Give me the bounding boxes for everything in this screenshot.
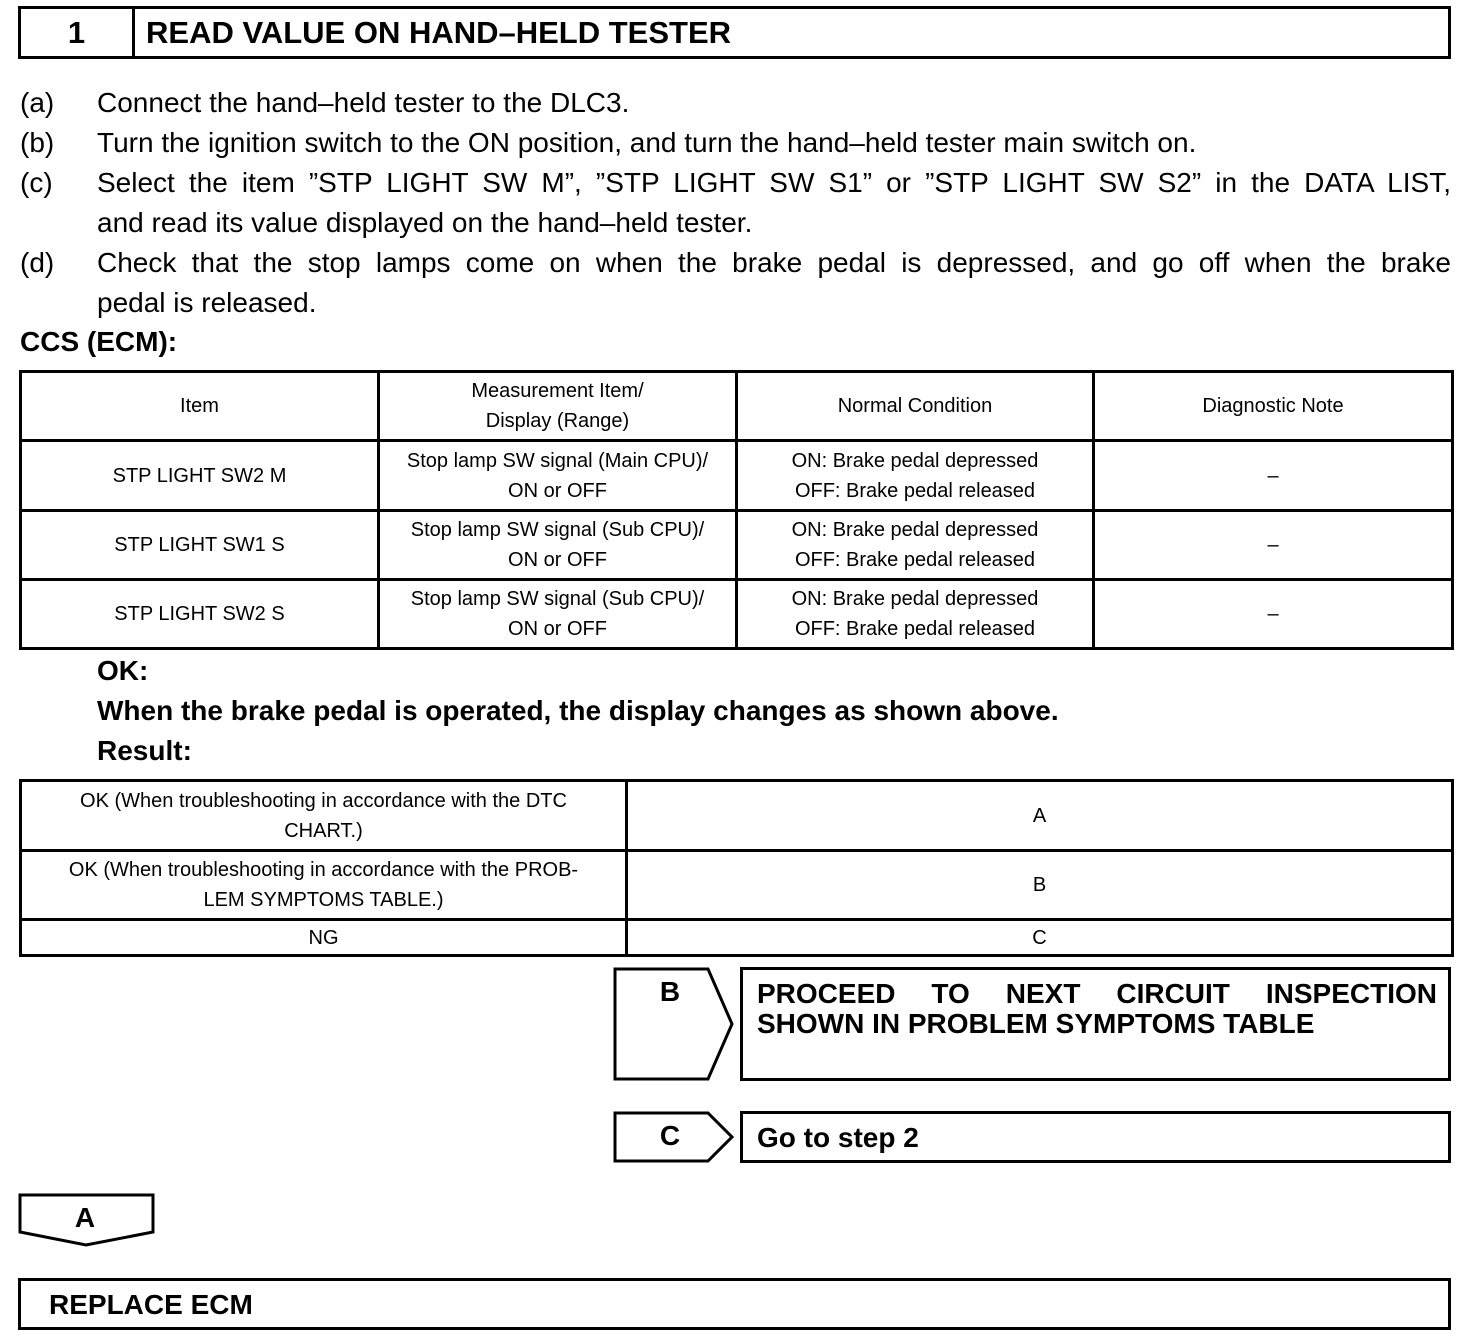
table-row xyxy=(21,441,1453,511)
replace-ecm-text: REPLACE ECM xyxy=(49,1289,253,1320)
table-row xyxy=(21,580,1453,649)
instruction-b xyxy=(0,123,1472,163)
instruction-text: pedal is released. xyxy=(97,287,317,318)
table-row xyxy=(21,511,1453,580)
ccs-title: CCS (ECM): xyxy=(20,326,178,357)
flow-c-box xyxy=(740,1111,1451,1163)
data-table xyxy=(19,370,1454,650)
replace-ecm-box xyxy=(18,1278,1451,1330)
instruction-text: Select the item ”STP LIGHT SW M”, ”STP LIGHT SW S1” or ”STP LIGHT SW S2” in the DATA LIST, xyxy=(97,167,1451,198)
table-cell: C xyxy=(627,920,1453,956)
flow-c-text: Go to step 2 xyxy=(757,1122,919,1153)
flow-c-letter: C xyxy=(659,1120,681,1151)
table-header-row xyxy=(21,372,1453,441)
instruction-c-continued xyxy=(0,203,1472,243)
instruction-c xyxy=(0,163,1472,203)
instruction-d-continued xyxy=(0,283,1472,323)
instruction-letter: (d) xyxy=(20,247,55,278)
table-cell: B xyxy=(627,851,1453,920)
table-cell: NG xyxy=(21,920,627,956)
table-cell: STP LIGHT SW2 M xyxy=(21,441,379,511)
table-cell: Stop lamp SW signal (Sub CPU)/ ON or OFF xyxy=(379,511,737,580)
table-cell: – xyxy=(1094,441,1453,511)
table-cell: STP LIGHT SW2 S xyxy=(21,580,379,649)
table-header-cell: Normal Condition xyxy=(737,372,1094,441)
table-header-cell: Item xyxy=(21,372,379,441)
step-title: READ VALUE ON HAND–HELD TESTER xyxy=(146,14,732,50)
instruction-text: Check that the stop lamps come on when the brake pedal is depressed, and go off when the brake xyxy=(97,247,1451,278)
table-cell: OK (When troubleshooting in accordance with the DTC CHART.) xyxy=(21,781,627,851)
instruction-text: Turn the ignition switch to the ON position, and turn the hand–held tester main switch on. xyxy=(97,127,1197,158)
result-label: Result: xyxy=(97,735,192,766)
instruction-text: and read its value displayed on the hand–held tester. xyxy=(97,207,753,238)
flow-b-text-line-1: PROCEED TO NEXT CIRCUIT INSPECTION xyxy=(757,978,1437,1009)
table-row xyxy=(21,781,1453,851)
instruction-a xyxy=(0,83,1472,123)
ok-text: When the brake pedal is operated, the display changes as shown above. xyxy=(97,695,1059,726)
table-row xyxy=(21,851,1453,920)
table-cell: – xyxy=(1094,580,1453,649)
step-number: 1 xyxy=(21,9,135,56)
step-header xyxy=(18,6,1451,59)
ok-label: OK: xyxy=(97,655,149,686)
result-table xyxy=(19,779,1454,957)
instruction-text: Connect the hand–held tester to the DLC3. xyxy=(97,87,630,118)
table-cell: OK (When troubleshooting in accordance with the PROB- LEM SYMPTOMS TABLE.) xyxy=(21,851,627,920)
instruction-letter: (a) xyxy=(20,87,55,118)
instruction-d xyxy=(0,243,1472,283)
flow-b-letter: B xyxy=(659,976,681,1007)
table-cell: A xyxy=(627,781,1453,851)
table-cell: – xyxy=(1094,511,1453,580)
table-cell: ON: Brake pedal depressed OFF: Brake pedal released xyxy=(737,511,1094,580)
table-header-cell: Measurement Item/ Display (Range) xyxy=(379,372,737,441)
flow-b-box xyxy=(740,967,1451,1081)
table-cell: Stop lamp SW signal (Main CPU)/ ON or OFF xyxy=(379,441,737,511)
table-header-cell: Diagnostic Note xyxy=(1094,372,1453,441)
table-cell: STP LIGHT SW1 S xyxy=(21,511,379,580)
instruction-letter: (c) xyxy=(20,167,53,198)
flow-a-letter: A xyxy=(74,1202,96,1233)
table-cell: ON: Brake pedal depressed OFF: Brake pedal released xyxy=(737,580,1094,649)
table-cell: Stop lamp SW signal (Sub CPU)/ ON or OFF xyxy=(379,580,737,649)
instruction-letter: (b) xyxy=(20,127,55,158)
flow-b-text-line-2: SHOWN IN PROBLEM SYMPTOMS TABLE xyxy=(757,1008,1315,1039)
table-row xyxy=(21,920,1453,956)
table-cell: ON: Brake pedal depressed OFF: Brake pedal released xyxy=(737,441,1094,511)
